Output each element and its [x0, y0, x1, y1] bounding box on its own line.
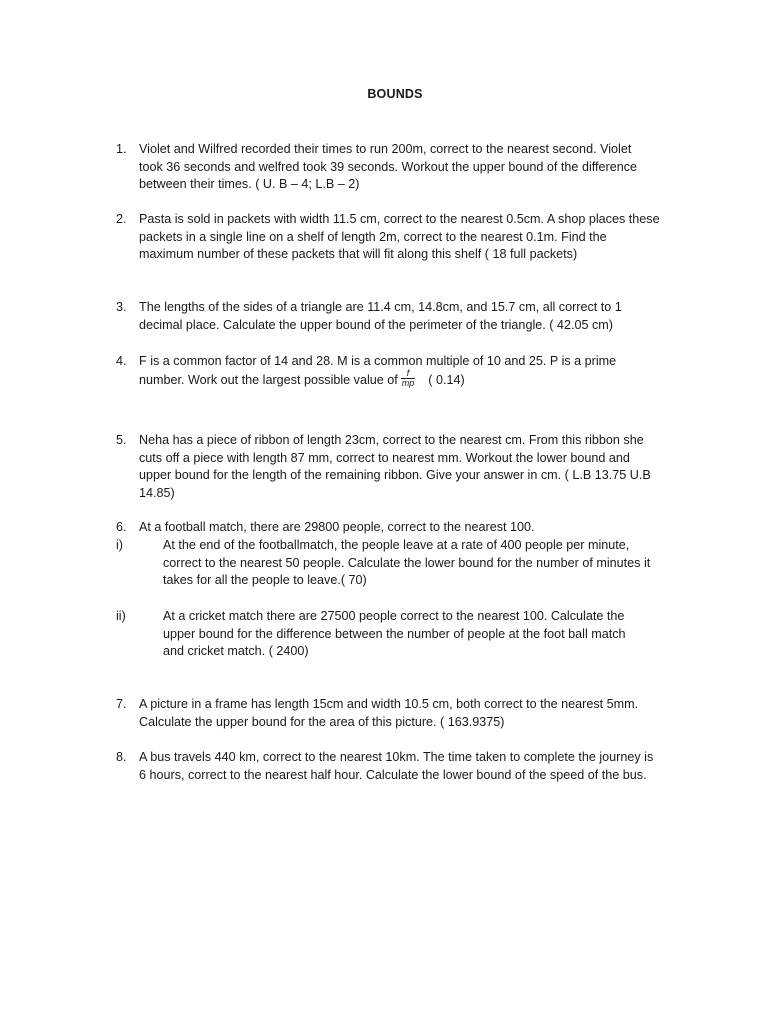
fraction-numerator: f [401, 369, 416, 379]
question-text [163, 608, 683, 661]
text-line: upper bound for the difference between the number of people at the foot ball match [163, 626, 626, 641]
text-line: Violet and Wilfred recorded their times to run 200m, correct to the nearest second. Violet [139, 142, 632, 156]
question-number: 4. [116, 354, 127, 368]
text-line: upper bound for the length of the remaining ribbon. Give your answer in cm. ( L.B 13.75 U.B [139, 468, 651, 483]
question-number: 7. [116, 697, 127, 711]
text-line: 14.85) [139, 486, 175, 501]
text-line: took 36 seconds and welfred took 39 seconds. Workout the upper bound of the difference [139, 159, 638, 174]
fraction-denominator: mp [401, 377, 415, 388]
fraction [401, 369, 416, 388]
text-segment: number. Work out the largest possible value of [139, 372, 398, 387]
text-line: maximum number of these packets that will fit along this shelf ( 18 full packets) [139, 247, 578, 262]
text-line: between their times. ( U. B – 4; L.B – 2) [139, 177, 360, 192]
question-text [163, 537, 683, 590]
text-line: correct to the nearest 50 people. Calculate the lower bound for the number of minutes it [163, 555, 651, 570]
question-text [139, 141, 684, 194]
text-line: Pasta is sold in packets with width 11.5 cm, correct to the nearest 0.5cm. A shop places these [139, 212, 660, 226]
question-number: ii) [116, 609, 126, 623]
text-line: F is a common factor of 14 and 28. M is a common multiple of 10 and 25. P is a prime [139, 354, 617, 368]
text-line: 6 hours, correct to the nearest half hour. Calculate the lower bound of the speed of the bus. [139, 767, 647, 782]
answer: ( 0.14) [428, 372, 465, 387]
question-number: 8. [116, 750, 127, 764]
text-line: Neha has a piece of ribbon of length 23cm, correct to the nearest cm. From this ribbon she [139, 433, 644, 447]
question-text [139, 211, 684, 264]
question-number: 2. [116, 212, 127, 226]
question-text [139, 696, 684, 731]
text-line: takes for all the people to leave.( 70) [163, 573, 367, 588]
text-line: and cricket match. ( 2400) [163, 644, 309, 659]
text-line: decimal place. Calculate the upper bound of the perimeter of the triangle. ( 42.05 cm) [139, 317, 613, 332]
text-line: A picture in a frame has length 15cm and width 10.5 cm, both correct to the nearest 5mm. [139, 697, 639, 711]
text-line: At a cricket match there are 27500 people correct to the nearest 100. Calculate the [163, 609, 625, 623]
question-number: 6. [116, 520, 127, 534]
question-number: 5. [116, 433, 127, 447]
question-text [139, 749, 684, 784]
question-text [139, 299, 684, 334]
text-line: A bus travels 440 km, correct to the nearest 10km. The time taken to complete the journey is [139, 750, 654, 764]
question-number: i) [116, 538, 123, 552]
text-line [139, 367, 684, 390]
text-line: The lengths of the sides of a triangle are 11.4 cm, 14.8cm, and 15.7 cm, all correct to 1 [139, 300, 622, 314]
text-line: cuts off a piece with length 87 mm, correct to nearest mm. Workout the lower bound and [139, 450, 630, 465]
question-text [139, 519, 684, 537]
question-number: 3. [116, 300, 127, 314]
text-line: At a football match, there are 29800 people, correct to the nearest 100. [139, 520, 535, 534]
text-line: packets in a single line on a shelf of length 2m, correct to the nearest 0.1m. Find the [139, 229, 607, 244]
question-text [139, 353, 684, 390]
text-line: At the end of the footballmatch, the people leave at a rate of 400 people per minute, [163, 538, 630, 552]
text-line: Calculate the upper bound for the area of this picture. ( 163.9375) [139, 714, 505, 729]
question-number: 1. [116, 142, 127, 156]
question-text [139, 432, 684, 503]
page-title: BOUNDS [367, 87, 423, 101]
